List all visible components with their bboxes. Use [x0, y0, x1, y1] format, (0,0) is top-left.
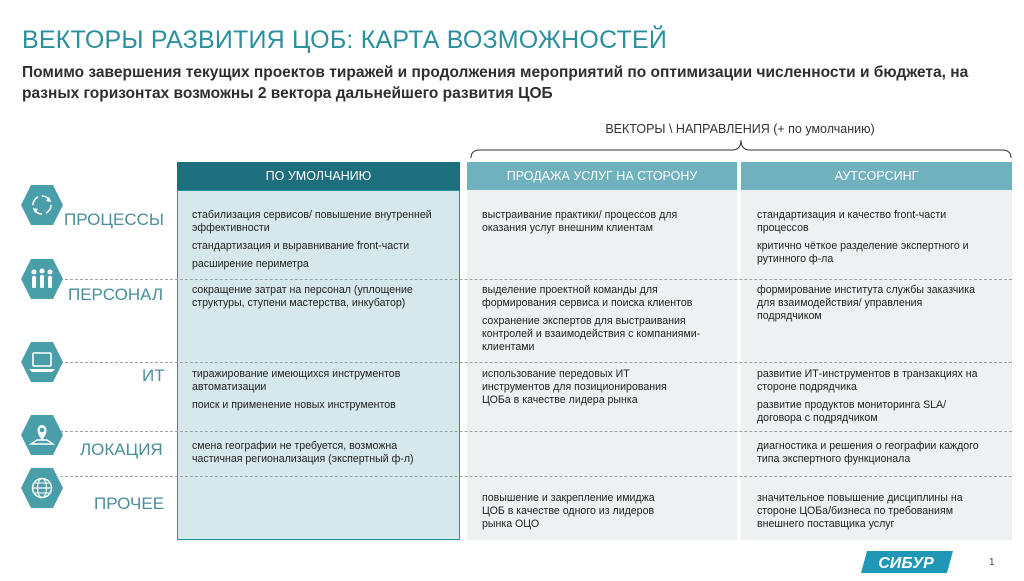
vectors-label: ВЕКТОРЫ \ НАПРАВЛЕНИЯ (+ по умолчанию) — [605, 122, 875, 136]
sibur-logo — [861, 550, 953, 574]
cell-it-outsourcing — [757, 368, 992, 430]
cell-processes-default — [192, 209, 432, 276]
list-item: стандартизация и выравнивание front-части — [192, 240, 410, 252]
cell-other-sale — [482, 492, 662, 536]
list-item: поиск и применение новых инструментов — [192, 399, 396, 411]
list-item: развитие продуктов мониторинга SLA/ договора с подрядчиком — [757, 399, 947, 424]
list-item: тиражирование имеющихся инструментов автоматизации — [192, 368, 401, 393]
list-item: развитие ИТ-инструментов в транзакциях на стороне подрядчика — [757, 368, 978, 393]
row-separator — [60, 476, 1012, 477]
svg-text:СИБУР: СИБУР — [878, 555, 934, 572]
list-item: стабилизация сервисов/ повышение внутренней эффективности — [192, 209, 432, 234]
row-label-it: ИТ — [142, 366, 165, 385]
row-label-personnel: ПЕРСОНАЛ — [68, 285, 163, 304]
column-sale-bg — [467, 190, 737, 540]
list-item: расширение периметра — [192, 258, 309, 270]
column-header-sale: ПРОДАЖА УСЛУГ НА СТОРОНУ — [467, 162, 737, 190]
list-item: смена географии не требуется, возможна частичная регионализация (экспертный ф-л) — [192, 440, 414, 465]
list-item: выстраивание практики/ процессов для оказания услуг внешним клиентам — [482, 209, 678, 234]
vectors-bracket — [470, 138, 1012, 160]
row-separator — [60, 362, 1012, 363]
page-number: 1 — [989, 557, 995, 568]
globe-icon — [20, 467, 64, 509]
list-item: выделение проектной команды для формирования сервиса и поиска клиентов — [482, 284, 693, 309]
list-item: формирование института службы заказчика для взаимодействия/ управления подрядчиком — [757, 284, 975, 322]
page-title: ВЕКТОРЫ РАЗВИТИЯ ЦОБ: КАРТА ВОЗМОЖНОСТЕЙ — [22, 26, 668, 54]
cell-processes-sale — [482, 209, 722, 240]
list-item: диагностика и решения о географии каждого типа экспертного функционала — [757, 440, 979, 465]
list-item: стандартизация и качество front-части процессов — [757, 209, 947, 234]
list-item: сокращение затрат на персонал (уплощение структуры, ступени мастерства, инкубатор) — [192, 284, 413, 309]
cell-other-outsourcing — [757, 492, 992, 536]
cell-personnel-outsourcing — [757, 284, 982, 328]
cell-it-default — [192, 368, 432, 417]
list-item: критично чёткое разделение экспертного и рутинного ф-ла — [757, 240, 969, 265]
cell-location-outsourcing — [757, 440, 982, 471]
cell-personnel-sale — [482, 284, 727, 359]
row-label-other: ПРОЧЕЕ — [94, 494, 165, 513]
cell-personnel-default — [192, 284, 437, 315]
column-header-outsourcing: АУТСОРСИНГ — [741, 162, 1012, 190]
cell-it-sale — [482, 368, 682, 412]
list-item: использование передовых ИТ инструментов для позиционирования ЦОБа в качестве лидера рынка — [482, 368, 667, 406]
process-cycle-icon — [20, 184, 64, 226]
cell-processes-outsourcing — [757, 209, 992, 271]
row-separator — [60, 431, 1012, 432]
row-separator — [60, 279, 1012, 280]
list-item: сохранение экспертов для выстраивания контролей и взаимодействия с компаниями-клиентами — [482, 315, 701, 353]
row-label-location: ЛОКАЦИЯ — [80, 440, 163, 459]
laptop-icon — [20, 341, 64, 383]
people-icon — [20, 258, 64, 300]
cell-location-default — [192, 440, 442, 471]
subtitle: Помимо завершения текущих проектов тиражей и продолжения мероприятий по оптимизации численности и бюджета, на разных горизонтах возможны 2 вектора дальнейшего развития ЦОБ — [22, 64, 969, 102]
row-label-processes: ПРОЦЕССЫ — [64, 210, 164, 229]
map-location-icon — [20, 414, 64, 456]
list-item: значительное повышение дисциплины на стороне ЦОБа/бизнеса по требованиям внешнего поставщика услуг — [757, 492, 963, 530]
list-item: повышение и закрепление имиджа ЦОБ в качестве одного из лидеров рынка ОЦО — [482, 492, 655, 530]
column-header-default: ПО УМОЛЧАНИЮ — [177, 162, 460, 190]
